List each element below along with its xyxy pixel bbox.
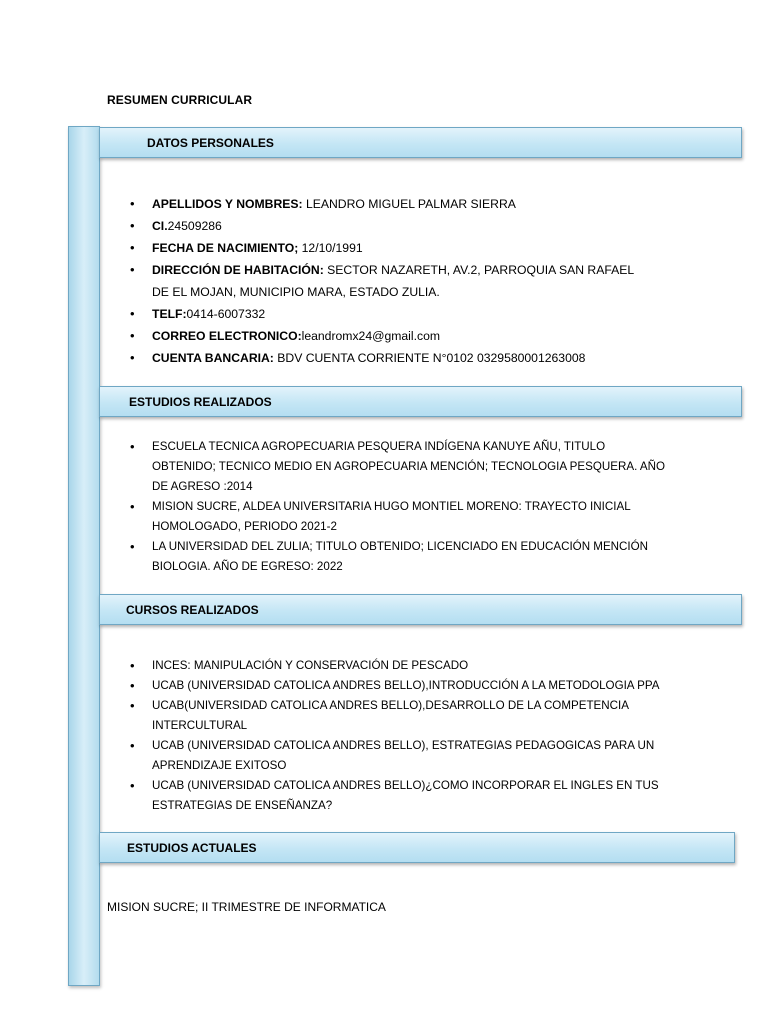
courses-list bbox=[130, 656, 659, 816]
section-title-personal: DATOS PERSONALES bbox=[147, 136, 274, 150]
section-header-current bbox=[99, 832, 735, 863]
list-item: • LA UNIVERSIDAD DEL ZULIA; TITULO OBTENIDO; LICENCIADO EN EDUCACIÓN MENCIÓN BIOLOGIA. AÑO DE EGRESO: 2022 bbox=[130, 537, 665, 577]
list-item: • APELLIDOS Y NOMBRES: LEANDRO MIGUEL PALMAR SIERRA bbox=[130, 193, 634, 215]
list-item: • FECHA DE NACIMIENTO; 12/10/1991 bbox=[130, 237, 634, 259]
list-item: • CUENTA BANCARIA: BDV CUENTA CORRIENTE N°0102 0329580001263008 bbox=[130, 347, 634, 369]
list-item: • UCAB (UNIVERSIDAD CATOLICA ANDRES BELLO), ESTRATEGIAS PEDAGOGICAS PARA UN APRENDIZAJE EXITOSO bbox=[130, 736, 659, 776]
section-title-courses: CURSOS REALIZADOS bbox=[126, 603, 259, 617]
list-item: • ESCUELA TECNICA AGROPECUARIA PESQUERA INDÍGENA KANUYE AÑU, TITULO OBTENIDO; TECNICO MEDIO EN AGROPECUARIA MENCIÓN; TECNOLOGIA PESQUERA. AÑO DE AGRESO :2014 bbox=[130, 437, 665, 497]
section-header-personal bbox=[99, 127, 742, 158]
section-title-current: ESTUDIOS ACTUALES bbox=[127, 841, 257, 855]
section-title-studies: ESTUDIOS REALIZADOS bbox=[129, 395, 272, 409]
list-item: • INCES: MANIPULACIÓN Y CONSERVACIÓN DE PESCADO bbox=[130, 656, 659, 676]
section-header-studies bbox=[99, 386, 742, 417]
list-item: • CORREO ELECTRONICO:leandromx24@gmail.com bbox=[130, 325, 634, 347]
side-bar-decoration bbox=[68, 126, 100, 986]
list-item: • CI.24509286 bbox=[130, 215, 634, 237]
list-item: • UCAB (UNIVERSIDAD CATOLICA ANDRES BELLO),INTRODUCCIÓN A LA METODOLOGIA PPA bbox=[130, 676, 659, 696]
list-item: • DIRECCIÓN DE HABITACIÓN: SECTOR NAZARETH, AV.2, PARROQUIA SAN RAFAEL DE EL MOJAN, MUNICIPIO MARA, ESTADO ZULIA. bbox=[130, 259, 634, 303]
list-item: • UCAB (UNIVERSIDAD CATOLICA ANDRES BELLO)¿COMO INCORPORAR EL INGLES EN TUS ESTRATEGIAS DE ENSEÑANZA? bbox=[130, 776, 659, 816]
list-item: • MISION SUCRE, ALDEA UNIVERSITARIA HUGO MONTIEL MORENO: TRAYECTO INICIAL HOMOLOGADO, PERIODO 2021-2 bbox=[130, 497, 665, 537]
list-item: • UCAB(UNIVERSIDAD CATOLICA ANDRES BELLO),DESARROLLO DE LA COMPETENCIA INTERCULTURAL bbox=[130, 696, 659, 736]
studies-list bbox=[130, 437, 665, 577]
document-title: RESUMEN CURRICULAR bbox=[107, 93, 253, 107]
list-item: • TELF:0414-6007332 bbox=[130, 303, 634, 325]
current-study-text: MISION SUCRE; II TRIMESTRE DE INFORMATICA bbox=[107, 900, 386, 914]
personal-data-list bbox=[130, 193, 634, 369]
section-header-courses bbox=[99, 594, 742, 625]
